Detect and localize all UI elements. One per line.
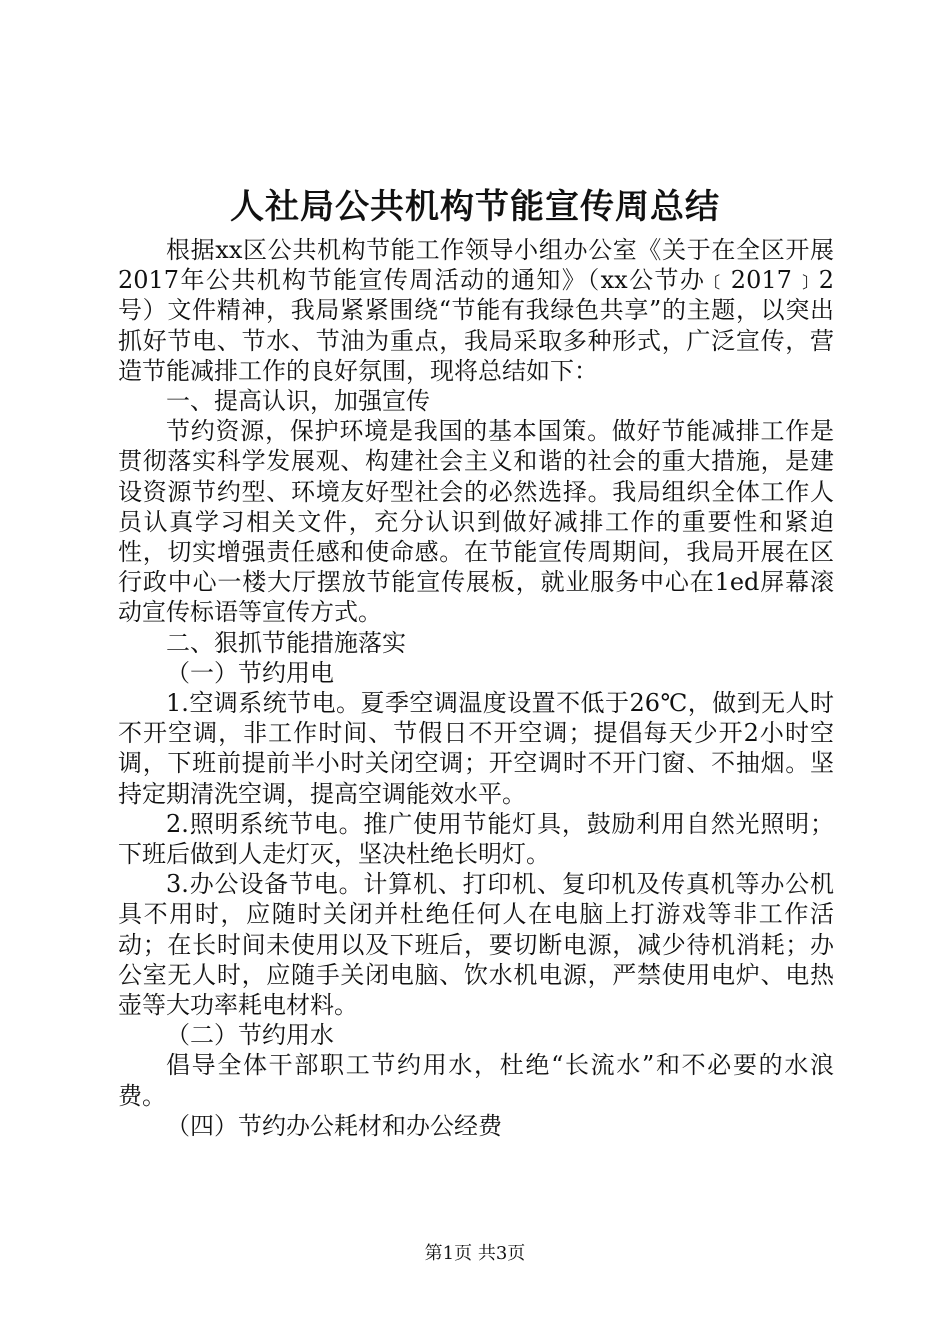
water-paragraph: 倡导全体干部职工节约用水，杜绝“长流水”和不必要的水浪费。: [118, 1051, 834, 1110]
section-1-paragraph: 节约资源，保护环境是我国的基本国策。做好节能减排工作是贯彻落实科学发展观、构建社会主义和谐的社会的重大措施，是建设资源节约型、环境友好型社会的必然选择。我局组织全体工作人员认真学习相关文件，充分认识到做好减排工作的重要性和紧迫性，切实增强责任感和使命感。在节能宣传周期间，我局开展在区行政中心一楼大厅摆放节能宣传展板，就业服务中心在1ed屏幕滚动宣传标语等宣传方式。: [118, 417, 834, 627]
document-title: 人社局公共机构节能宣传周总结: [230, 187, 720, 227]
electricity-item-1: 1.空调系统节电。夏季空调温度设置不低于26℃，做到无人时不开空调，非工作时间、节假日不开空调；提倡每天少开2小时空调，下班前提前半小时关闭空调；开空调时不开门窗、不抽烟。坚持定期清洗空调，提高空调能效水平。: [118, 689, 834, 808]
electricity-item-2: 2.照明系统节电。推广使用节能灯具，鼓励利用自然光照明；下班后做到人走灯灭，坚决杜绝长明灯。: [118, 809, 834, 869]
section-heading-1: 一、提高认识，加强宣传: [166, 387, 430, 416]
electricity-item-3: 3.办公设备节电。计算机、打印机、复印机及传真机等办公机具不用时，应随时关闭并杜绝任何人在电脑上打游戏等非工作活动；在长时间未使用以及下班后，要切断电源，减少待机消耗；办公室无人时，应随手关闭电脑、饮水机电源，严禁使用电炉、电热壶等大功率耗电材料。: [118, 870, 834, 1020]
subsection-heading-water: （二）节约用水: [166, 1021, 334, 1050]
document-body: [118, 235, 834, 1141]
subsection-heading-office-supplies: （四）节约办公耗材和办公经费: [166, 1111, 502, 1140]
section-heading-2: 二、狠抓节能措施落实: [166, 628, 406, 657]
intro-paragraph: 根据xx区公共机构节能工作领导小组办公室《关于在全区开展2017年公共机构节能宣传周活动的通知》（xx公节办﹝2017﹞2号）文件精神，我局紧紧围绕“节能有我绿色共享”的主题，以突出抓好节电、节水、节油为重点，我局采取多种形式，广泛宣传，营造节能减排工作的良好氛围，现将总结如下：: [118, 236, 834, 385]
page-number-footer: 第1页 共3页: [424, 1243, 526, 1264]
subsection-heading-electricity: （一）节约用电: [166, 658, 334, 687]
